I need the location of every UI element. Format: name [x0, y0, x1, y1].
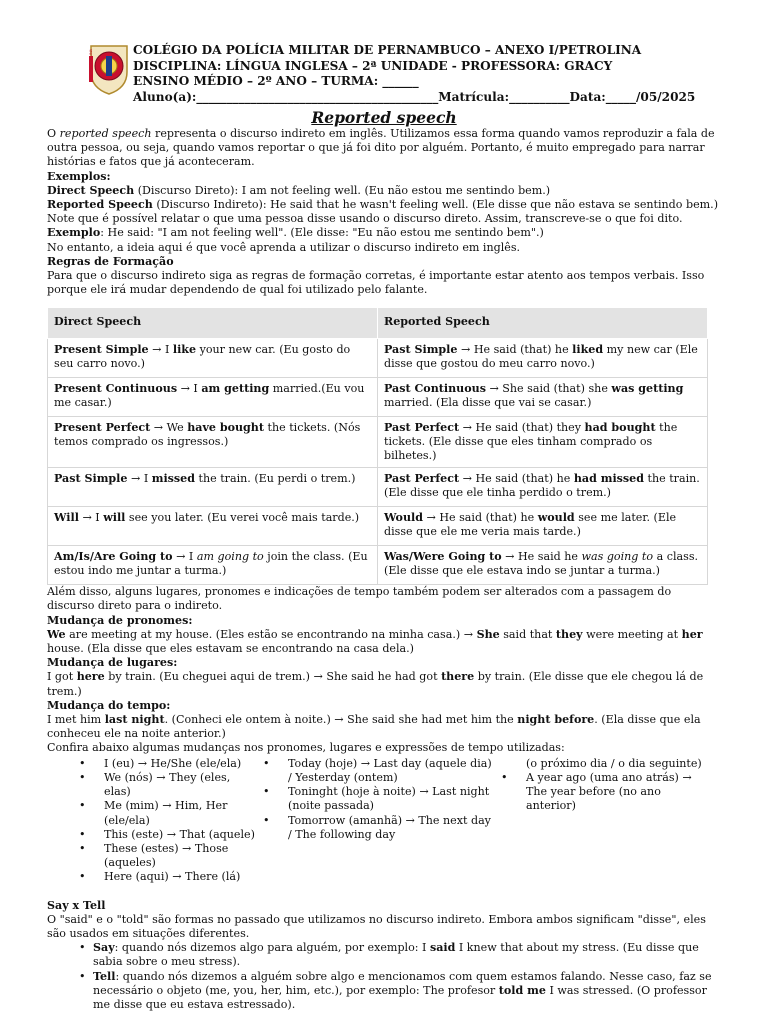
logo-text: CPM PETROLINA: [89, 48, 93, 78]
list-item: • We (nós) → They (eles, elas): [93, 771, 259, 799]
list-item: • Me (mim) → Him, Her (ele/ela): [93, 799, 259, 827]
time-example: I met him last night. (Conheci ele ontem à noite.) → She said she had met him the night before. (Ela disse que ela conheceu ele na noite anterior.): [47, 713, 701, 741]
places-heading: Mudança de lugares:: [47, 656, 178, 670]
exemplo-text: Exemplo: He said: "I am not feeling well". (Ele disse: "Eu não estou me sentindo bem".): [47, 226, 544, 240]
table-header-reported: Reported Speech: [378, 308, 708, 338]
tense-table: [47, 307, 708, 585]
list-item: • Today (hoje) → Last day (aquele dia) / Yesterday (ontem): [277, 757, 497, 785]
student-line: Aluno(a):________________________________________Matrícula:__________Data:_____/05/2025: [133, 89, 696, 104]
list-item: • Tomorrow (amanhã) → The next day / The following day: [277, 814, 497, 842]
table-row: [48, 546, 708, 585]
intro-paragraph: O reported speech representa o discurso indireto em inglês. Utilizamos essa forma quando vamos reproduzir a fala de outra pessoa, ou seja, quando vamos reportar o que já foi dito por alguém. Portanto, é muito empregado para narrar histórias e fatos que já aconteceram.: [47, 127, 715, 169]
direct-example: Direct Speech (Discurso Direto): I am not feeling well. (Eu não estou me sentindo bem.): [47, 183, 551, 197]
list-item: • I (eu) → He/She (ele/ela): [93, 757, 259, 771]
reported-cell: Was/Were Going to → He said he was going to a class. (Ele disse que ele estava indo se juntar a turma.): [378, 546, 708, 585]
direct-cell: Past Simple → I missed the train. (Eu perdi o trem.): [48, 468, 378, 507]
level-line: ENSINO MÉDIO – 2º ANO – TURMA: ______: [133, 74, 419, 89]
however-text: No entanto, a ideia aqui é que você aprenda a utilizar o discurso indireto em inglês.: [47, 240, 521, 254]
reported-cell: Past Perfect → He said (that) he had missed the train. (Ele disse que ele tinha perdido o trem.): [378, 468, 708, 507]
page-title: Reported speech: [311, 108, 457, 127]
table-header-direct: Direct Speech: [48, 308, 378, 338]
table-row: [48, 416, 708, 468]
places-example: I got here by train. (Eu cheguei aqui de trem.) → She said he had got there by train. (Ele disse que ele chegou lá de trem.): [47, 670, 704, 698]
pronouns-heading: Mudança de pronomes:: [47, 613, 193, 627]
say-tell-heading: Say x Tell: [47, 898, 106, 912]
examples-heading: Exemplos:: [47, 169, 111, 183]
reported-example: Reported Speech (Discurso Indireto): He said that he wasn't feeling well. (Ele disse que não estava se sentindo bem.): [47, 198, 719, 212]
list-item: • These (estes) → Those (aqueles): [93, 842, 259, 870]
say-item: • Say: quando nós dizemos algo para alguém, por exemplo: I said I knew that about my stress. (Eu disse que sabia sobre o meu stress).: [93, 941, 722, 969]
list-item: • This (este) → That (aquele): [93, 828, 259, 842]
rules-heading: Regras de Formação: [47, 254, 174, 268]
changes-columns: [47, 757, 722, 885]
say-tell-intro: O "said" e o "told" são formas no passado que utilizamos no discurso indireto. Embora ambos significam "disse", eles são usados em situações diferentes.: [47, 912, 706, 940]
confira-text: Confira abaixo algumas mudanças nos pronomes, lugares e expressões de tempo utilizadas:: [47, 741, 565, 755]
after-table-text: Além disso, alguns lugares, pronomes e indicações de tempo também podem ser alterados com a passagem do discurso direto para o indireto.: [47, 585, 672, 613]
table-row: [48, 468, 708, 507]
reported-cell: Past Perfect → He said (that) they had bought the tickets. (Ele disse que eles tinham comprado os bilhetes.): [378, 416, 708, 468]
list-item: (o próximo dia / o dia seguinte): [526, 756, 702, 770]
reported-cell: Would → He said (that) he would see me later. (Ele disse que ele me veria mais tarde.): [378, 507, 708, 546]
table-row: [48, 507, 708, 546]
note-text: Note que é possível relatar o que uma pessoa disse usando o discurso direto. Assim, transcreve-se o que foi dito.: [47, 212, 683, 226]
direct-cell: Present Perfect → We have bought the tickets. (Nós temos comprado os ingressos.): [48, 416, 378, 468]
tell-item: • Tell: quando nós dizemos a alguém sobre algo e mencionamos com quem estamos falando. Nesse caso, faz se necessário o objeto (me, you, her, him, etc.), por exemplo: The profesor told me I was stressed. (O professor me disse que eu estava estressado).: [93, 970, 722, 1013]
list-item: • Toninght (hoje à noite) → Last night (noite passada): [277, 785, 497, 813]
direct-cell: Present Continuous → I am getting married.(Eu vou me casar.): [48, 377, 378, 416]
direct-cell: Present Simple → I like your new car. (Eu gosto do seu carro novo.): [48, 338, 378, 377]
discipline-line: DISCIPLINA: LÍNGUA INGLESA – 2ª UNIDADE - PROFESSORA: GRACY: [133, 58, 613, 73]
document-body: [47, 127, 722, 1012]
direct-cell: Will → I will see you later. (Eu verei você mais tarde.): [48, 507, 378, 546]
reported-cell: Past Continuous → She said (that) she was getting married. (Ela disse que vai se casar.): [378, 377, 708, 416]
table-row: [48, 338, 708, 377]
school-name: COLÉGIO DA POLÍCIA MILITAR DE PERNAMBUCO – ANEXO I/PETROLINA: [133, 43, 642, 57]
rules-text: Para que o discurso indireto siga as regras de formação corretas, é importante estar atento aos tempos verbais. Isso porque ele irá mudar dependendo de qual foi utilizado pelo falante.: [47, 269, 705, 297]
list-item: • Here (aqui) → There (lá): [93, 870, 259, 884]
direct-cell: Am/Is/Are Going to → I am going to join the class. (Eu estou indo me juntar a turma.): [48, 546, 378, 585]
pronouns-example: We are meeting at my house. (Eles estão se encontrando na minha casa.) → She said that they were meeting at her house. (Ela disse que eles estavam se encontrando na casa dela.): [47, 627, 703, 656]
table-row: [48, 377, 708, 416]
say-tell-section: [47, 899, 722, 1013]
document-header: [133, 43, 695, 105]
list-item: • A year ago (uma ano atrás) → The year before (no ano anterior): [515, 771, 707, 814]
school-logo: [87, 42, 131, 96]
reported-cell: Past Simple → He said (that) he liked my new car (Ele disse que gostou do meu carro novo.): [378, 338, 708, 377]
time-heading: Mudança do tempo:: [47, 698, 171, 712]
